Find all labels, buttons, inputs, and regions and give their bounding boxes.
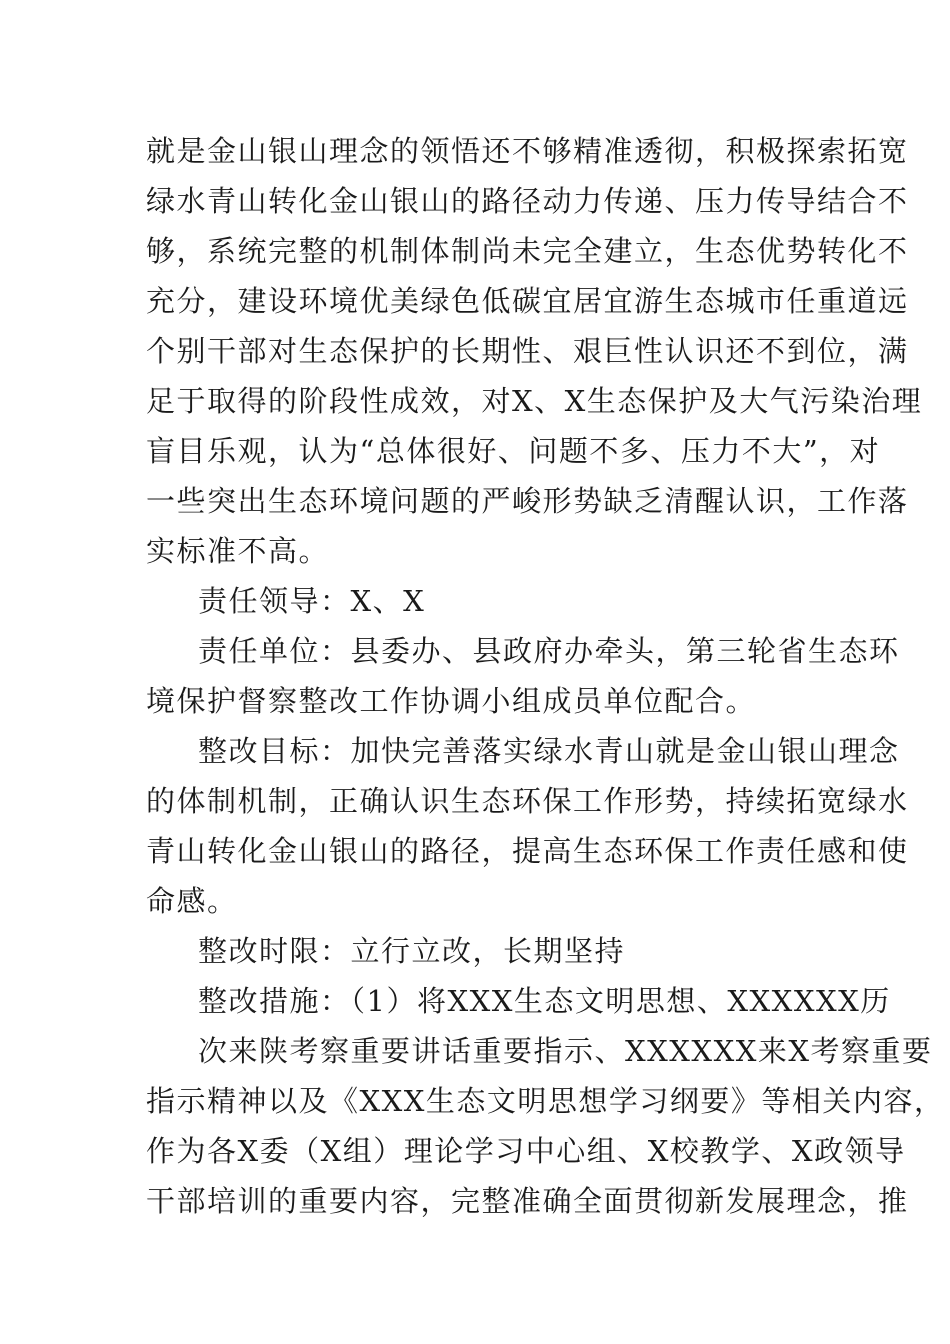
- text-line: 就是金山银山理念的领悟还不够精准透彻，积极探索拓宽: [146, 134, 909, 168]
- text-line: 个别干部对生态保护的长期性、艰巨性认识还不到位，满: [146, 334, 909, 368]
- text-line: 充分，建设环境优美绿色低碳宜居宜游生态城市任重道远: [146, 284, 909, 318]
- text-line: 实标准不高。: [146, 534, 330, 568]
- text-line: 作为各X委（X组）理论学习中心组、X校教学、X政领导: [146, 1134, 906, 1168]
- text-line: 足于取得的阶段性成效，对X、X生态保护及大气污染治理: [146, 384, 923, 418]
- text-line: 够，系统完整的机制体制尚未完全建立，生态优势转化不: [146, 234, 909, 268]
- text-line: 一些突出生态环境问题的严峻形势缺乏清醒认识，工作落: [146, 484, 909, 518]
- text-line: 盲目乐观，认为“总体很好、问题不多、压力不大”，对: [146, 434, 881, 468]
- text-line: 次来陕考察重要讲话重要指示、XXXXXX来X考察重要: [198, 1034, 933, 1068]
- rectification-measures-line: 整改措施：（1）将XXX生态文明思想、XXXXXX历: [198, 984, 891, 1018]
- text-line: 的体制机制，正确认识生态环保工作形势，持续拓宽绿水: [146, 784, 909, 818]
- document-body: [146, 126, 945, 1226]
- text-line: 境保护督察整改工作协调小组成员单位配合。: [146, 684, 757, 718]
- text-line: 命感。: [146, 884, 238, 918]
- rectification-goal-line: 整改目标：加快完善落实绿水青山就是金山银山理念: [198, 734, 900, 768]
- responsible-leader-line: 责任领导：X、X: [198, 584, 426, 618]
- text-line: 指示精神以及《XXX生态文明思想学习纲要》等相关内容，: [146, 1084, 945, 1118]
- text-line: 青山转化金山银山的路径，提高生态环保工作责任感和使: [146, 834, 909, 868]
- text-line: 绿水青山转化金山银山的路径动力传递、压力传导结合不: [146, 184, 909, 218]
- rectification-deadline-line: 整改时限：立行立改，长期坚持: [198, 934, 626, 968]
- text-line: 干部培训的重要内容，完整准确全面贯彻新发展理念，推: [146, 1184, 909, 1218]
- responsible-unit-line: 责任单位：县委办、县政府办牵头，第三轮省生态环: [198, 634, 900, 668]
